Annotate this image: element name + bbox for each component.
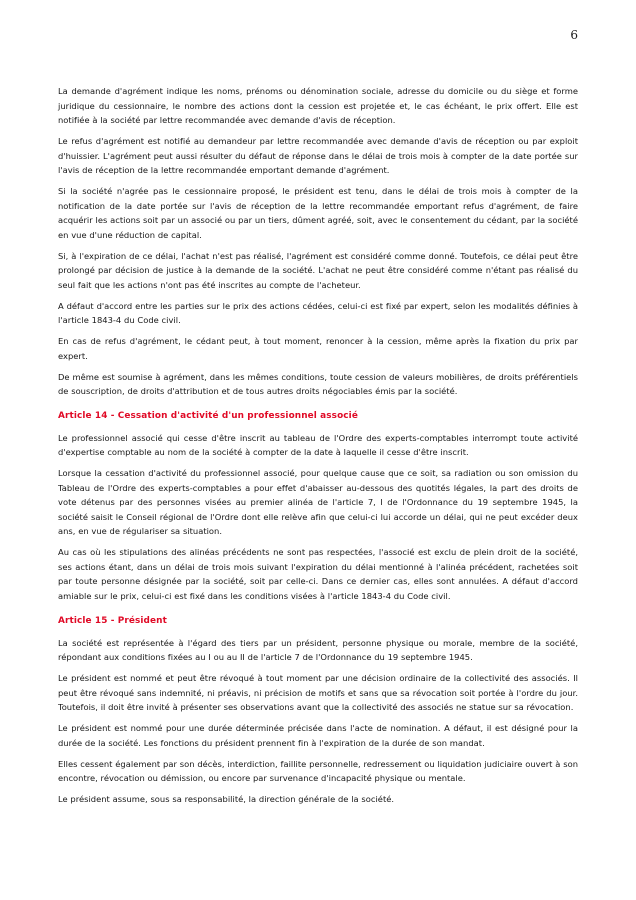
paragraph-refus-agrement: Le refus d'agrément est notifié au demandeur par lettre recommandée avec demande d'avis de réception ou par exploit d'huissier. L'agrément peut aussi résulter du défaut de réponse dans le délai de trois mois à compter de la date portée sur l'avis de réception de la lettre recommandée emportant demande d'agrément. xyxy=(58,136,578,176)
paragraph-societe-representee: La société est représentée à l'égard des tiers par un président, personne physique ou morale, membre de la société, répondant aux conditions fixées au I ou au II de l'article 7 de l'Ordonnance du 19 septembre 1945. xyxy=(58,637,578,663)
paragraph-societe-nagree-pas: Si la société n'agrée pas le cessionnaire proposé, le président est tenu, dans le délai de trois mois à compter de la notification de la date portée sur l'avis de réception de la lettre recommandée emportant refus d'agrément, de faire acquérir les actions soit par un associé ou par un tiers, dûment agréé, soit, avec le consentement du cédant, par la société en vue d'une réduction de capital. xyxy=(58,186,578,240)
heading-article-15: Article 15 - Président xyxy=(58,616,167,627)
page-number: 6 xyxy=(570,28,578,42)
paragraph-refus-agrement-renonciation: En cas de refus d'agrément, le cédant peut, à tout moment, renoncer à la cession, même après la fixation du prix par expert. xyxy=(58,336,578,361)
paragraph-cession-valeurs-mobilieres: De même est soumise à agrément, dans les mêmes conditions, toute cession de valeurs mobilières, de droits préférentiels de souscription, de droits d'attribution et de tous autres droits négociables émis par la société. xyxy=(58,371,578,397)
paragraph-expiration-delai: Si, à l'expiration de ce délai, l'achat n'est pas réalisé, l'agrément est considéré comme donné. Toutefois, ce délai peut être prolongé par décision de justice à la demande de la société. L'achat ne peut être considéré comme n'étant pas réalisé du seul fait que les actions n'ont pas été inscrites au compte de l'acheteur. xyxy=(58,250,578,290)
paragraph-president-direction-generale: Le président assume, sous sa responsabilité, la direction générale de la société. xyxy=(58,794,395,805)
document-body xyxy=(58,84,578,807)
paragraph-president-duree-determinee: Le président est nommé pour une durée déterminée précisée dans l'acte de nomination. A défaut, il est désigné pour la durée de la société. Les fonctions du président prennent fin à l'expiration de la durée de son mandat. xyxy=(58,723,578,748)
paragraph-demande-agrement: La demande d'agrément indique les noms, prénoms ou dénomination sociale, adresse du domicile ou du siège et forme juridique du cessionnaire, le nombre des actions dont la cession est projetée et, le cas échéant, le prix offert. Elle est notifiée à la société par lettre recommandée avec demande d'avis de réception. xyxy=(58,86,578,126)
paragraph-cessation-activite-radiation: Lorsque la cessation d'activité du professionnel associé, pour quelque cause que ce soit, sa radiation ou son omission du Tableau de l'Ordre des experts-comptables a pour effet d'abaisser au-dessous des quotités légales, la part des droits de vote détenus par des personnes visées au premier alinéa de l'article 7, I de l'Ordonnance du 19 septembre 1945, la société saisit le Conseil régional de l'Ordre dont elle relève afin que celui-ci lui accorde un délai, qui ne peut excéder deux ans, en vue de régulariser sa situation. xyxy=(58,468,578,537)
paragraph-defaut-accord-prix: A défaut d'accord entre les parties sur le prix des actions cédées, celui-ci est fixé par expert, selon les modalités définies à l'article 1843-4 du Code civil. xyxy=(58,300,578,326)
heading-article-14: Article 14 - Cessation d'activité d'un professionnel associé xyxy=(58,411,358,422)
paragraph-fonctions-cessent: Elles cessent également par son décès, interdiction, faillite personnelle, redressement ou liquidation judiciaire ouvert à son encontre, révocation ou démission, ou encore par survenance d'incapacité physique ou mentale. xyxy=(58,758,578,784)
paragraph-president-nomme-revoque: Le président est nommé et peut être révoqué à tout moment par une décision ordinaire de la collectivité des associés. Il peut être révoqué sans indemnité, ni préavis, ni précision de motifs et sans que sa révocation soit portée à l'ordre du jour. Toutefois, il doit être invité à présenter ses observations avant que la collectivité des associés ne statue sur sa révocation. xyxy=(58,673,578,713)
paragraph-stipulations-non-respectees: Au cas où les stipulations des alinéas précédents ne sont pas respectées, l'associé est exclu de plein droit de la société, ses actions étant, dans un délai de trois mois suivant l'expiration du délai mentionné à l'alinéa précédent, rachetées soit par toute personne désignée par la société, soit par celle-ci. Dans ce dernier cas, elles sont annulées. A défaut d'accord amiable sur le prix, celui-ci est fixé dans les conditions visées à l'article 1843-4 du Code civil. xyxy=(58,547,578,601)
paragraph-professionnel-associe-cesse: Le professionnel associé qui cesse d'être inscrit au tableau de l'Ordre des experts-comptables interrompt toute activité d'expertise comptable au nom de la société à compter de la date à laquelle il cesse d'être inscrit. xyxy=(58,432,578,458)
